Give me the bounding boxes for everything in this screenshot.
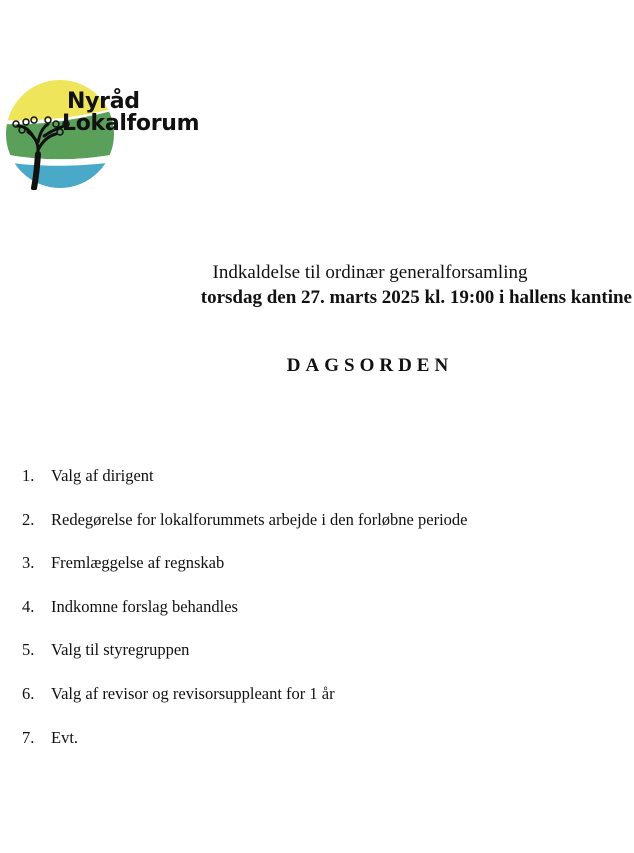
agenda-item-text: Redegørelse for lokalforummets arbejde i den forløbne periode bbox=[51, 509, 468, 529]
meeting-date-location: torsdag den 27. marts 2025 kl. 19:00 i hallens kantine bbox=[200, 287, 632, 308]
agenda-item-number: 6. bbox=[22, 683, 35, 703]
agenda-item-text: Indkomne forslag behandles bbox=[51, 596, 238, 616]
logo bbox=[4, 78, 254, 192]
agenda-list bbox=[22, 466, 467, 771]
agenda-item bbox=[22, 466, 467, 510]
agenda-item-text: Valg af dirigent bbox=[51, 466, 154, 485]
agenda-item-text: Valg til styregruppen bbox=[51, 640, 190, 660]
agenda-item bbox=[22, 728, 467, 772]
organization-name bbox=[62, 91, 199, 135]
agenda-item-text: Evt. bbox=[51, 727, 79, 747]
agenda-item-number: 2. bbox=[22, 509, 35, 529]
agenda-item-text: Fremlæggelse af regnskab bbox=[51, 553, 225, 573]
logo-line2: Lokalforum bbox=[62, 111, 200, 136]
agenda-item bbox=[22, 510, 467, 554]
agenda-item bbox=[22, 553, 467, 597]
agenda-item bbox=[22, 640, 467, 684]
agenda-item-number: 4. bbox=[22, 596, 35, 616]
invitation-title: Indkaldelse til ordinær generalforsamling bbox=[212, 262, 528, 283]
agenda-item bbox=[22, 597, 467, 641]
agenda-item-number: 3. bbox=[22, 553, 35, 573]
agenda-title: DAGSORDEN bbox=[286, 355, 454, 376]
agenda-item-number: 5. bbox=[22, 640, 35, 660]
agenda-item-number: 7. bbox=[22, 727, 35, 747]
logo-line1: Nyråd bbox=[67, 89, 140, 114]
agenda-item bbox=[22, 684, 467, 728]
agenda-item-number: 1. bbox=[22, 466, 35, 485]
agenda-item-text: Valg af revisor og revisorsuppleant for 1 år bbox=[51, 683, 335, 703]
